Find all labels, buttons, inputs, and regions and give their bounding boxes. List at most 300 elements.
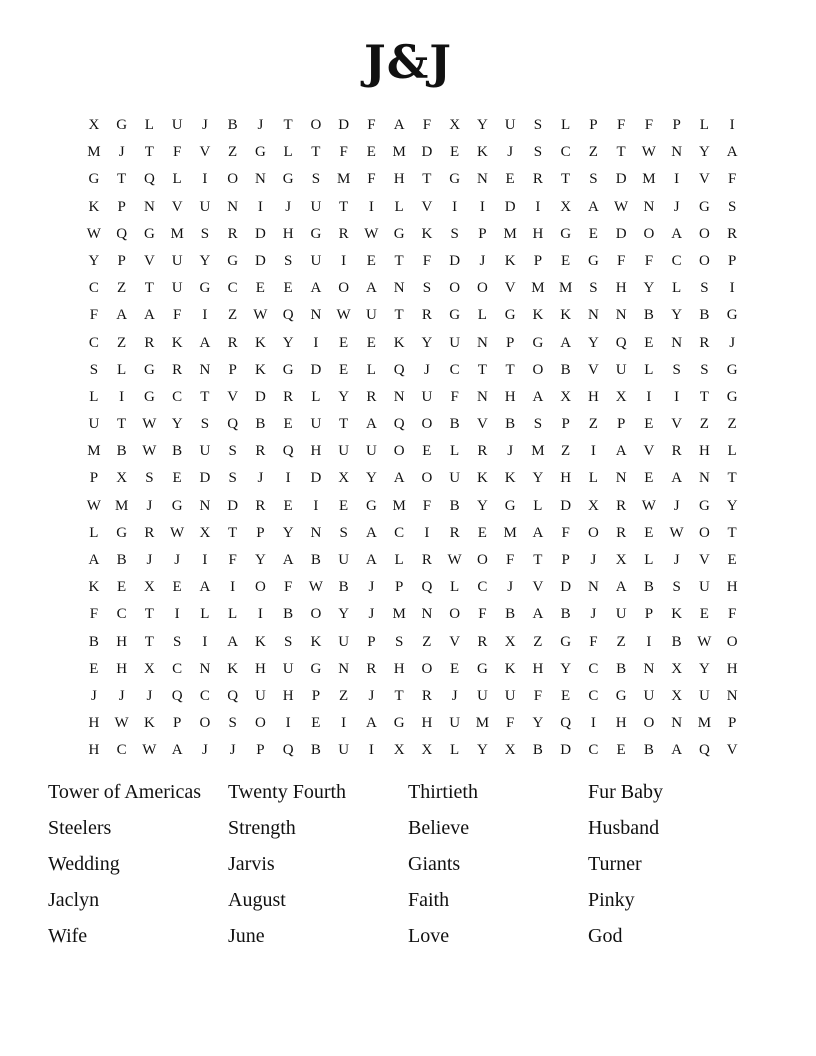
grid-letter: U	[698, 687, 710, 704]
grid-letter: C	[227, 280, 238, 297]
grid-letter: M	[642, 171, 656, 188]
grid-letter: C	[199, 687, 210, 704]
grid-letter: J	[257, 470, 264, 487]
grid-letter: Z	[117, 280, 127, 297]
grid-letter: M	[531, 443, 545, 460]
grid-letter: E	[283, 497, 293, 514]
grid-letter: T	[394, 252, 404, 269]
grid-letter: J	[423, 361, 430, 378]
grid-letter: Q	[116, 225, 128, 242]
grid-letter: O	[726, 633, 738, 650]
grid-letter: N	[476, 334, 488, 351]
grid-letter: E	[644, 470, 654, 487]
grid-letter: W	[142, 443, 157, 460]
grid-letter: Z	[588, 416, 598, 433]
grid-letter: U	[365, 307, 377, 324]
grid-letter: V	[698, 552, 710, 568]
grid-letter: C	[116, 606, 127, 623]
grid-letter: A	[671, 225, 683, 242]
grid-letter: I	[119, 388, 125, 405]
grid-letter: H	[282, 687, 294, 704]
grid-letter: N	[587, 579, 599, 596]
grid-letter: G	[227, 252, 239, 269]
grid-letter: M	[558, 280, 573, 297]
grid-letter: Y	[476, 117, 488, 133]
grid-letter: A	[227, 633, 239, 650]
grid-letter: Y	[698, 144, 710, 161]
grid-letter: A	[587, 198, 599, 215]
grid-letter: A	[199, 334, 211, 351]
grid-letter: X	[671, 687, 683, 704]
grid-letter: Z	[533, 633, 543, 650]
grid-letter: W	[697, 633, 712, 650]
grid-letter: E	[561, 252, 571, 269]
grid-letter: Y	[282, 524, 294, 541]
word-list-item: Wedding	[48, 853, 120, 875]
grid-letter: E	[89, 660, 99, 677]
grid-letter: G	[504, 497, 516, 514]
grid-letter: V	[726, 742, 738, 759]
grid-letter: I	[590, 715, 596, 732]
grid-row	[80, 438, 746, 465]
grid-letter: N	[643, 198, 655, 215]
grid-letter: A	[88, 552, 100, 568]
grid-letter: R	[227, 225, 238, 242]
grid-letter: N	[310, 524, 322, 541]
grid-letter: O	[698, 225, 710, 242]
grid-letter: A	[393, 117, 405, 133]
grid-letter: H	[532, 225, 544, 242]
grid-letter: I	[535, 198, 541, 215]
grid-letter: L	[588, 470, 598, 487]
grid-letter: F	[367, 171, 376, 188]
grid-letter: R	[671, 443, 682, 460]
grid-letter: N	[393, 280, 405, 297]
grid-letter: E	[339, 497, 349, 514]
grid-letter: H	[587, 388, 599, 405]
grid-letter: P	[117, 252, 126, 269]
grid-letter: I	[257, 606, 263, 623]
grid-letter: I	[424, 524, 430, 541]
word-list-item: Steelers	[48, 817, 112, 839]
grid-letter: K	[504, 660, 516, 677]
grid-letter: H	[116, 660, 128, 677]
grid-letter: L	[144, 117, 154, 133]
grid-letter: I	[646, 388, 652, 405]
grid-letter: Q	[393, 416, 405, 433]
grid-letter: X	[116, 470, 128, 487]
grid-row	[80, 656, 746, 683]
grid-letter: T	[477, 361, 487, 378]
grid-letter: H	[504, 388, 516, 405]
grid-letter: Q	[227, 687, 239, 704]
grid-letter: W	[253, 307, 268, 324]
grid-letter: N	[143, 198, 155, 215]
grid-letter: X	[449, 117, 461, 133]
grid-letter: X	[421, 742, 433, 759]
grid-letter: P	[727, 252, 737, 269]
grid-letter: C	[172, 388, 183, 405]
grid-letter: B	[88, 633, 99, 650]
grid-letter: N	[671, 144, 683, 161]
word-list-item: Wife	[48, 925, 88, 947]
word-list-item: Tower of Americas	[48, 781, 201, 803]
grid-letter: F	[533, 687, 543, 704]
grid-letter: A	[393, 470, 405, 487]
grid-letter: M	[392, 144, 406, 161]
grid-letter: I	[174, 606, 180, 623]
word-list-item: Jaclyn	[48, 889, 100, 911]
grid-letter: U	[449, 334, 461, 351]
grid-letter: P	[89, 470, 99, 487]
grid-letter: I	[285, 470, 291, 487]
grid-letter: A	[671, 742, 683, 759]
grid-letter: T	[533, 552, 543, 568]
grid-letter: V	[698, 171, 710, 188]
grid-letter: E	[339, 361, 349, 378]
grid-letter: V	[476, 416, 488, 433]
grid-letter: E	[283, 416, 293, 433]
grid-letter: R	[477, 443, 488, 460]
grid-letter: E	[283, 280, 293, 297]
grid-letter: J	[590, 606, 597, 623]
grid-letter: I	[729, 117, 735, 133]
grid-letter: P	[505, 334, 515, 351]
grid-letter: V	[504, 280, 516, 297]
grid-letter: R	[172, 361, 183, 378]
grid-letter: F	[644, 117, 654, 133]
grid-letter: F	[422, 252, 432, 269]
grid-letter: I	[285, 715, 291, 732]
grid-letter: O	[421, 416, 433, 433]
grid-letter: H	[310, 443, 322, 460]
grid-letter: J	[673, 552, 680, 568]
grid-letter: A	[560, 334, 572, 351]
grid-letter: G	[726, 361, 738, 378]
grid-letter: G	[393, 715, 405, 732]
grid-letter: G	[171, 497, 183, 514]
grid-letter: Q	[282, 443, 294, 460]
grid-letter: S	[172, 633, 182, 650]
grid-letter: K	[671, 606, 683, 623]
grid-letter: Q	[421, 579, 433, 596]
grid-letter: V	[532, 579, 544, 596]
grid-letter: U	[338, 443, 350, 460]
grid-letter: L	[477, 307, 487, 324]
grid-letter: H	[726, 660, 738, 677]
grid-letter: J	[201, 742, 208, 759]
grid-row	[80, 683, 746, 710]
grid-letter: F	[89, 307, 99, 324]
grid-letter: G	[116, 524, 128, 541]
grid-letter: C	[588, 660, 599, 677]
grid-letter: G	[615, 687, 627, 704]
grid-letter: V	[199, 144, 211, 161]
grid-letter: R	[421, 307, 432, 324]
grid-letter: Q	[282, 307, 294, 324]
grid-letter: N	[671, 334, 683, 351]
grid-letter: G	[726, 307, 738, 324]
grid-letter: U	[88, 416, 100, 433]
grid-letter: Q	[560, 715, 572, 732]
grid-letter: E	[561, 687, 571, 704]
grid-letter: W	[86, 225, 101, 242]
grid-letter: Z	[561, 443, 571, 460]
grid-letter: S	[311, 171, 321, 188]
grid-letter: S	[283, 252, 293, 269]
grid-letter: T	[117, 416, 127, 433]
grid-row	[80, 574, 746, 601]
grid-letter: G	[143, 225, 155, 242]
grid-letter: K	[476, 144, 488, 161]
grid-letter: U	[338, 552, 350, 568]
grid-letter: Y	[338, 606, 350, 623]
grid-letter: T	[339, 416, 349, 433]
grid-letter: G	[365, 497, 377, 514]
grid-letter: G	[310, 225, 322, 242]
grid-letter: M	[531, 280, 545, 297]
grid-letter: I	[590, 443, 596, 460]
grid-letter: N	[476, 388, 488, 405]
grid-letter: C	[394, 524, 405, 541]
grid-letter: G	[254, 144, 266, 161]
grid-letter: H	[615, 715, 627, 732]
grid-letter: P	[589, 117, 598, 133]
grid-letter: C	[477, 579, 488, 596]
grid-letter: U	[310, 416, 322, 433]
grid-letter: U	[504, 117, 516, 133]
grid-letter: P	[367, 633, 376, 650]
grid-letter: T	[561, 171, 571, 188]
grid-letter: C	[588, 742, 599, 759]
grid-letter: I	[646, 633, 652, 650]
grid-letter: O	[532, 361, 544, 378]
grid-letter: J	[479, 252, 486, 269]
grid-row	[80, 330, 746, 357]
grid-letter: V	[227, 388, 239, 405]
grid-letter: Q	[393, 361, 405, 378]
grid-letter: G	[698, 497, 710, 514]
grid-letter: U	[199, 198, 211, 215]
grid-letter: U	[421, 388, 433, 405]
grid-letter: S	[339, 524, 348, 541]
grid-letter: H	[698, 443, 710, 460]
grid-letter: Y	[421, 334, 433, 351]
grid-letter: S	[672, 361, 681, 378]
grid-letter: F	[616, 117, 626, 133]
grid-letter: V	[587, 361, 599, 378]
grid-letter: A	[532, 524, 544, 541]
grid-letter: T	[144, 633, 154, 650]
grid-letter: P	[256, 742, 265, 759]
grid-letter: G	[143, 361, 155, 378]
grid-letter: C	[671, 252, 682, 269]
grid-letter: J	[90, 687, 97, 704]
grid-letter: M	[170, 225, 184, 242]
grid-letter: K	[476, 470, 488, 487]
grid-letter: F	[283, 579, 293, 596]
word-list-item: Twenty Fourth	[228, 781, 347, 803]
grid-letter: Z	[228, 144, 238, 161]
grid-letter: C	[88, 280, 99, 297]
grid-letter: H	[282, 225, 294, 242]
grid-letter: I	[313, 497, 319, 514]
grid-row	[80, 493, 746, 520]
grid-letter: N	[698, 470, 710, 487]
grid-letter: M	[503, 225, 517, 242]
grid-letter: Z	[616, 633, 626, 650]
grid-letter: X	[143, 660, 155, 677]
grid-letter: H	[726, 579, 738, 596]
grid-letter: A	[143, 307, 155, 324]
word-list-item: Giants	[408, 853, 461, 875]
grid-letter: B	[310, 552, 321, 568]
grid-letter: Y	[726, 497, 738, 514]
grid-letter: S	[228, 715, 237, 732]
grid-letter: N	[393, 388, 405, 405]
grid-letter: N	[643, 660, 655, 677]
grid-letter: G	[532, 334, 544, 351]
grid-letter: N	[227, 198, 239, 215]
grid-letter: T	[616, 144, 626, 161]
grid-letter: B	[116, 552, 127, 568]
grid-letter: O	[698, 252, 710, 269]
grid-letter: Z	[727, 416, 737, 433]
grid-letter: G	[560, 633, 572, 650]
grid-letter: B	[283, 606, 294, 623]
grid-letter: S	[200, 416, 210, 433]
grid-letter: Q	[282, 742, 294, 759]
grid-letter: S	[145, 470, 154, 487]
grid-letter: V	[643, 443, 655, 460]
grid-letter: R	[255, 443, 266, 460]
grid-letter: B	[505, 606, 516, 623]
grid-letter: O	[421, 470, 433, 487]
grid-letter: R	[421, 552, 432, 568]
grid-letter: J	[507, 579, 514, 596]
grid-letter: S	[228, 470, 237, 487]
grid-letter: O	[449, 280, 461, 297]
grid-letter: J	[368, 687, 375, 704]
grid-letter: E	[477, 524, 487, 541]
grid-letter: K	[171, 334, 183, 351]
grid-letter: K	[504, 252, 516, 269]
grid-letter: L	[311, 388, 321, 405]
grid-letter: O	[643, 225, 655, 242]
grid-letter: Z	[228, 307, 238, 324]
grid-letter: E	[450, 144, 460, 161]
grid-letter: D	[254, 388, 266, 405]
grid-letter: X	[560, 198, 572, 215]
grid-letter: O	[476, 552, 488, 568]
grid-letter: O	[643, 715, 655, 732]
grid-letter: R	[227, 334, 238, 351]
grid-letter: B	[671, 633, 682, 650]
grid-letter: C	[588, 687, 599, 704]
grid-letter: F	[228, 552, 237, 568]
grid-letter: K	[254, 633, 266, 650]
grid-letter: M	[336, 171, 351, 188]
grid-letter: P	[672, 117, 681, 133]
grid-letter: J	[146, 687, 153, 704]
grid-letter: W	[170, 524, 185, 541]
grid-letter: Y	[171, 416, 183, 433]
grid-letter: G	[504, 307, 516, 324]
grid-letter: P	[311, 687, 321, 704]
grid-letter: E	[172, 579, 182, 596]
puzzle-title: J&J	[363, 35, 453, 89]
grid-letter: D	[615, 225, 627, 242]
grid-letter: J	[174, 552, 181, 568]
grid-letter: A	[365, 416, 377, 433]
grid-letter: Z	[339, 687, 349, 704]
grid-letter: S	[394, 633, 404, 650]
grid-letter: Q	[227, 416, 239, 433]
grid-letter: J	[229, 742, 236, 759]
grid-letter: Y	[476, 742, 488, 759]
grid-letter: G	[560, 225, 572, 242]
grid-letter: I	[341, 715, 347, 732]
grid-letter: T	[144, 280, 154, 297]
grid-letter: P	[561, 416, 570, 433]
grid-letter: Y	[643, 280, 655, 297]
grid-letter: P	[256, 524, 265, 541]
grid-letter: L	[450, 443, 460, 460]
grid-letter: S	[450, 225, 459, 242]
grid-letter: K	[227, 660, 239, 677]
grid-letter: A	[365, 280, 377, 297]
grid-letter: J	[285, 198, 292, 215]
grid-letter: E	[255, 280, 265, 297]
grid-letter: P	[533, 252, 543, 269]
grid-letter: E	[311, 715, 321, 732]
grid-letter: F	[172, 307, 182, 324]
grid-letter: T	[283, 117, 293, 133]
grid-letter: X	[338, 470, 350, 487]
grid-letter: S	[228, 443, 237, 460]
grid-letter: L	[450, 742, 460, 759]
grid-letter: Y	[88, 252, 100, 269]
grid-letter: C	[172, 660, 183, 677]
grid-letter: Y	[532, 715, 544, 732]
grid-letter: R	[477, 633, 488, 650]
grid-letter: U	[338, 742, 350, 759]
grid-letter: B	[505, 416, 516, 433]
word-list-item: August	[228, 889, 286, 911]
grid-letter: J	[257, 117, 264, 133]
grid-letter: I	[202, 552, 208, 568]
grid-letter: T	[394, 687, 404, 704]
grid-letter: I	[230, 579, 236, 596]
grid-letter: X	[88, 117, 100, 133]
grid-letter: W	[142, 742, 157, 759]
grid-letter: J	[507, 443, 514, 460]
grid-letter: F	[422, 497, 432, 514]
grid-letter: Y	[199, 252, 211, 269]
grid-letter: Z	[422, 633, 432, 650]
grid-letter: N	[671, 715, 683, 732]
grid-letter: G	[393, 225, 405, 242]
grid-letter: C	[88, 334, 99, 351]
grid-letter: U	[449, 470, 461, 487]
grid-letter: U	[171, 117, 183, 133]
grid-letter: O	[338, 280, 350, 297]
grid-letter: J	[507, 144, 514, 161]
grid-letter: D	[560, 497, 572, 514]
grid-letter: D	[338, 117, 350, 133]
grid-letter: P	[117, 198, 126, 215]
grid-letter: L	[366, 361, 376, 378]
